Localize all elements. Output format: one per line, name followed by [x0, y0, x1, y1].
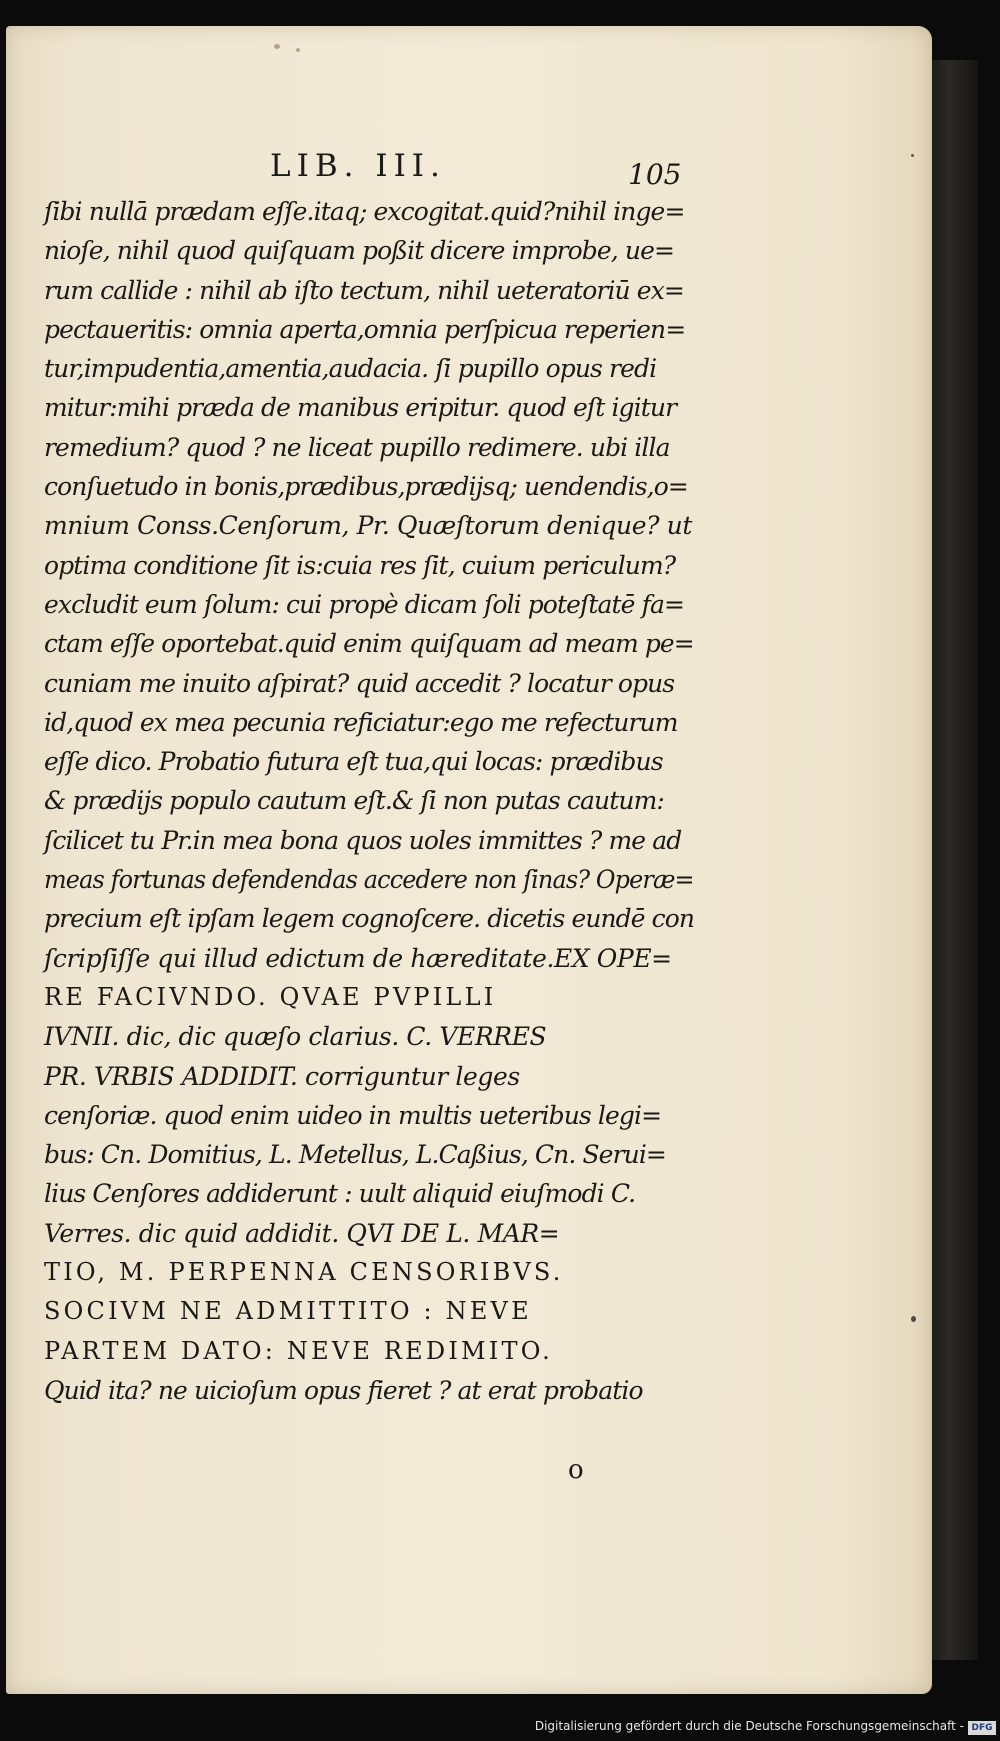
book-edge — [930, 60, 978, 1660]
text-line: bus: Cn. Domitius, L. Metellus, L.Caßius, Cn. Serui= — [44, 1140, 666, 1170]
text-line: remedium? quod ? ne liceat pupillo redimere. ubi illa — [44, 432, 670, 462]
text-line: PARTEM DATO: NEVE REDIMITO. — [44, 1336, 553, 1365]
text-line: cenſoriæ. quod enim uideo in multis ueteribus legi= — [44, 1100, 662, 1130]
text-line: mitur:mihi præda de manibus eripitur. quod eſt igitur — [44, 393, 677, 423]
body-text — [44, 192, 694, 1410]
text-line: meas fortunas defendendas accedere non ſinas? Operæ= — [44, 865, 694, 895]
text-line: tur,impudentia,amentia,audacia. ſi pupillo opus redi — [44, 354, 657, 384]
page-number: 105 — [628, 158, 682, 191]
text-line: conſuetudo in bonis,prædibus,prædijsq; uendendis,o= — [44, 472, 688, 502]
funding-credit: Digitalisierung gefördert durch die Deutsche Forschungsgemeinschaft - — [534, 1719, 964, 1733]
text-line: mnium Conss.Cenſorum, Pr. Quæſtorum denique? ut — [44, 511, 692, 541]
text-line: id,quod ex mea pecunia reficiatur:ego me refecturum — [44, 707, 678, 737]
text-line: rum callide : nihil ab iſto tectum, nihil ueteratoriū ex= — [44, 275, 684, 305]
text-line: Quid ita? ne uicioſum opus fieret ? at erat probatio — [44, 1375, 643, 1405]
text-line: TIO, M. PERPENNA CENSORIBVS. — [44, 1258, 564, 1287]
text-line: ſibi nullā prædam eſſe.itaq; excogitat.quid?nihil inge= — [44, 197, 685, 226]
text-line: precium eſt ipſam legem cognoſcere. dicetis eundē con — [44, 904, 695, 934]
paper-speck — [296, 48, 300, 52]
text-line: & prædijs populo cautum eſt.& ſi non putas cautum: — [44, 786, 664, 816]
text-line: pectaueritis: omnia aperta,omnia perſpicua reperien= — [44, 314, 686, 344]
dfg-logo: DFG — [968, 1721, 996, 1735]
text-line: optima conditione ſit is:cuia res ſit, cuium periculum? — [44, 550, 676, 580]
text-line: ſcilicet tu Pr.in mea bona quos uoles immittes ? me ad — [44, 825, 682, 855]
text-line: nioſe, nihil quod quiſquam poßit dicere improbe, ue= — [44, 236, 675, 266]
text-line: Verres. dic quid addidit. QVI DE L. MAR= — [44, 1218, 560, 1248]
paper-speck — [911, 1316, 916, 1322]
text-line: lius Cenſores addiderunt : uult aliquid eiuſmodi C. — [44, 1179, 636, 1209]
text-line: PR. VRBIS ADDIDIT. corriguntur leges — [44, 1061, 520, 1091]
running-head: LIB. III. — [270, 148, 446, 184]
text-line: ctam eſſe oportebat.quid enim quiſquam ad meam pe= — [44, 629, 694, 659]
text-line: ſcripſiſſe qui illud edictum de hæreditate.EX OPE= — [44, 943, 672, 973]
text-line: SOCIVM NE ADMITTITO : NEVE — [44, 1297, 532, 1326]
paper-speck — [274, 44, 280, 49]
text-line: RE FACIVNDO. QVAE PVPILLI — [44, 982, 497, 1011]
text-line: eſſe dico. Probatio futura eſt tua,qui locas: prædibus — [44, 747, 663, 777]
text-line: cuniam me inuito aſpirat? quid accedit ? locatur opus — [44, 668, 675, 698]
text-line: IVNII. dic, dic quæſo clarius. C. VERRES — [44, 1022, 547, 1052]
signature-mark: o — [568, 1455, 584, 1485]
text-line: excludit eum ſolum: cui propè dicam ſoli poteſtatē fa= — [44, 589, 684, 619]
paper-speck — [911, 154, 914, 157]
